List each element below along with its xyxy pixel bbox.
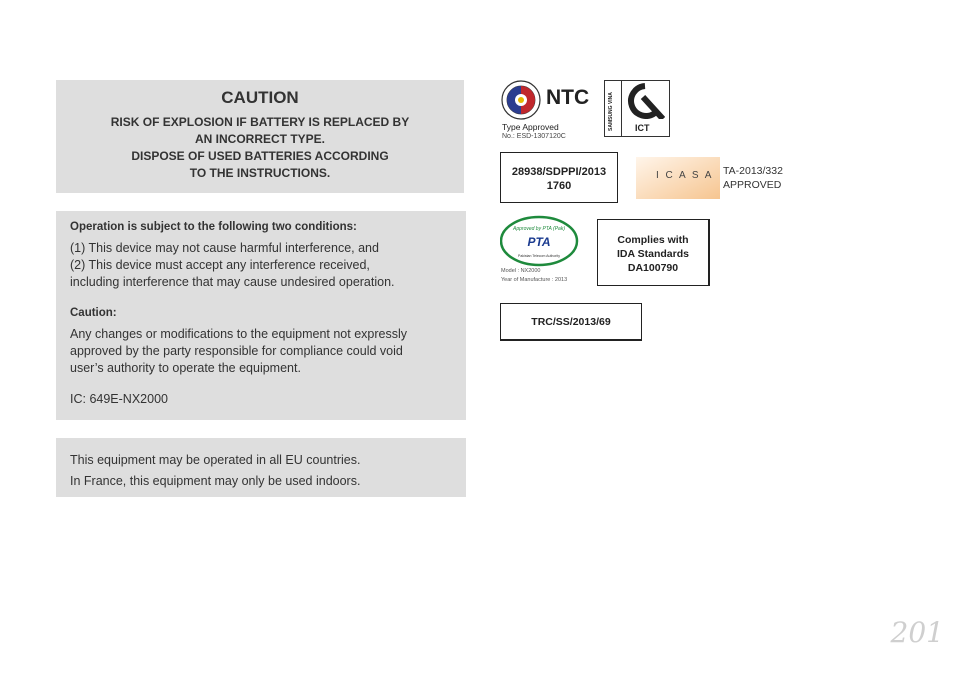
caution-title: CAUTION xyxy=(221,88,299,107)
trc-certification xyxy=(500,303,642,341)
pta-top-text: Approved by PTA (Pak) xyxy=(513,226,565,232)
caution-text-line: approved by the party responsible for compliance could void xyxy=(70,344,403,358)
caution-line: RISK OF EXPLOSION IF BATTERY IS REPLACED BY xyxy=(110,115,410,129)
caution-line: DISPOSE OF USED BATTERIES ACCORDING xyxy=(131,149,389,163)
condition-line: (2) This device must accept any interference received, xyxy=(70,258,370,272)
ict-side-text: SAMSUNG VINA xyxy=(608,92,614,131)
pta-name-text: PTA xyxy=(527,235,551,249)
ict-label: ICT xyxy=(635,123,650,133)
ida-certification xyxy=(597,219,710,286)
ict-logo xyxy=(604,80,670,137)
ida-line: IDA Standards xyxy=(617,248,689,260)
ntc-type-approved: Type Approved xyxy=(502,122,559,132)
ida-line: DA100790 xyxy=(627,262,679,274)
caution-text-line: Any changes or modifications to the equipment not expressly xyxy=(70,327,407,341)
page-number: 201 xyxy=(890,616,944,649)
pta-model: Model : NX2000 xyxy=(501,268,541,274)
ntc-number: No.: ESD-1307120C xyxy=(502,133,566,140)
caution-line: AN INCORRECT TYPE. xyxy=(194,132,325,146)
eu-notice-panel xyxy=(56,438,466,497)
sdppi-line: 1760 xyxy=(546,180,572,192)
ta-number: TA-2013/332 xyxy=(723,165,783,177)
trc-number: TRC/SS/2013/69 xyxy=(531,316,611,328)
sdppi-certification xyxy=(500,152,618,203)
eu-line: This equipment may be operated in all EU countries. xyxy=(70,453,361,467)
eu-line: In France, this equipment may only be used indoors. xyxy=(70,474,361,488)
icasa-text: I C A S A xyxy=(656,170,714,181)
caution-line: TO THE INSTRUCTIONS. xyxy=(189,166,331,180)
ida-line: Complies with xyxy=(617,234,689,246)
pta-year: Year of Manufacture : 2013 xyxy=(501,277,568,283)
ntc-seal-icon xyxy=(500,80,544,122)
ic-number: IC: 649E-NX2000 xyxy=(70,392,168,406)
cr-mark-icon xyxy=(625,83,665,119)
caution-text-line: user’s authority to operate the equipment. xyxy=(70,361,301,375)
conditions-heading: Operation is subject to the following two conditions: xyxy=(70,221,357,233)
pta-logo xyxy=(500,215,580,285)
ta-approved: APPROVED xyxy=(723,179,782,191)
sdppi-line: 28938/SDPPI/2013 xyxy=(511,166,607,178)
condition-line: (1) This device may not cause harmful interference, and xyxy=(70,241,379,255)
fcc-conditions-panel xyxy=(56,211,466,420)
icasa-approval xyxy=(723,164,783,192)
icasa-logo xyxy=(636,157,720,199)
caution-subheading: Caution: xyxy=(70,307,117,319)
pta-seal-icon xyxy=(500,215,580,267)
ntc-title: NTC xyxy=(546,86,590,109)
ntc-logo xyxy=(500,80,600,144)
condition-line: including interference that may cause undesired operation. xyxy=(70,275,395,289)
pta-sub-text: Pakistan Telecom Authority xyxy=(518,254,560,258)
caution-panel xyxy=(56,80,464,193)
